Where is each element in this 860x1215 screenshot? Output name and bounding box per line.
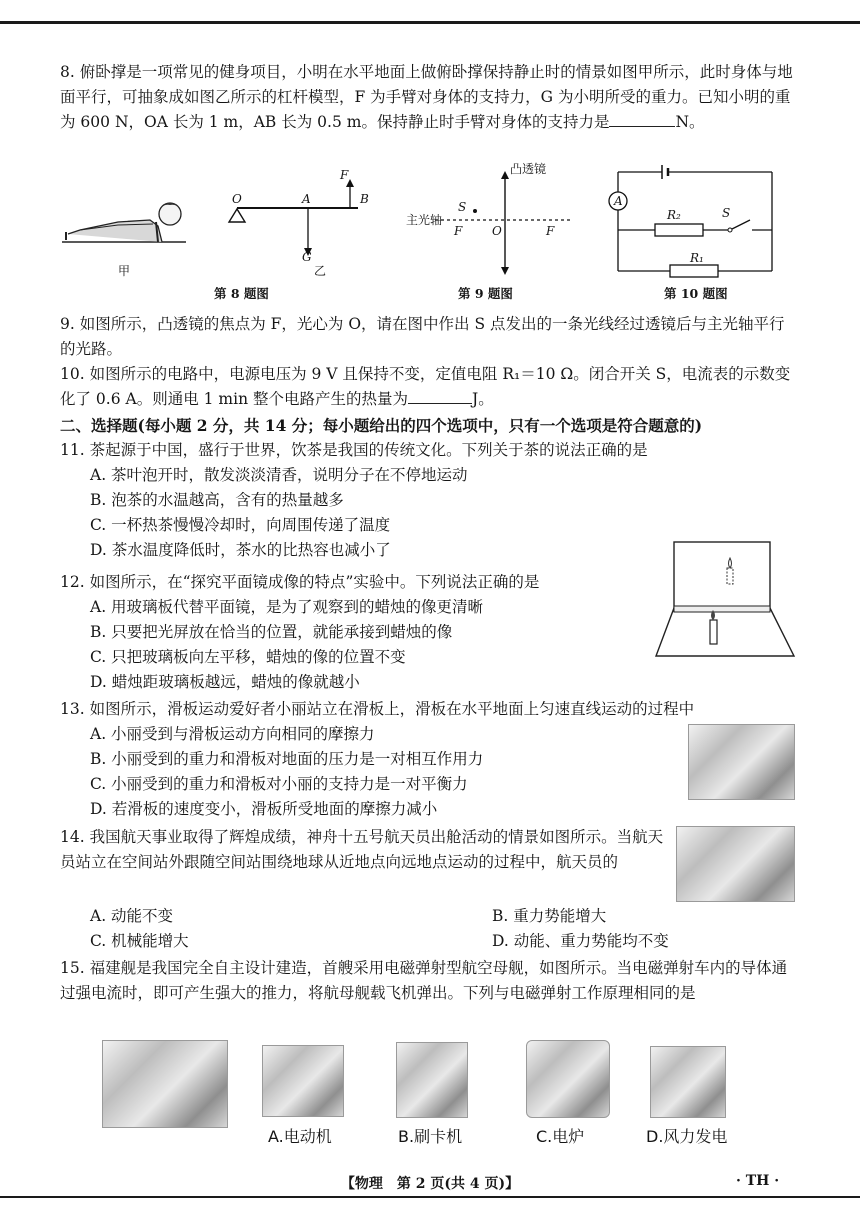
question-13-option-b[interactable]: B. 小丽受到的重力和滑板对地面的压力是一对相互作用力 bbox=[90, 750, 484, 768]
ammeter-label: A bbox=[614, 194, 623, 208]
answer-blank-8[interactable] bbox=[609, 112, 675, 127]
electric-motor-image bbox=[262, 1045, 344, 1117]
r1-label: R₁ bbox=[690, 251, 704, 265]
point-B-label: B bbox=[360, 192, 369, 206]
point-A-label: A bbox=[302, 192, 311, 206]
label-yi: 乙 bbox=[314, 264, 327, 278]
question-12-option-a[interactable]: A. 用玻璃板代替平面镜，是为了观察到的蜡烛的像更清晰 bbox=[90, 598, 484, 616]
electric-stove-image bbox=[526, 1040, 610, 1118]
question-14-option-b[interactable]: B. 重力势能增大 bbox=[492, 907, 607, 925]
footer-mark: · TH · bbox=[736, 1173, 780, 1189]
question-8-unit: N。 bbox=[675, 113, 705, 131]
aircraft-carrier-photo bbox=[102, 1040, 228, 1128]
astronaut-spacewalk-photo bbox=[676, 826, 795, 902]
optical-center-O-label: O bbox=[492, 224, 502, 238]
top-rule bbox=[0, 21, 860, 24]
option-b-card-reader[interactable]: B.刷卡机 bbox=[398, 1127, 463, 1146]
question-10 bbox=[60, 362, 795, 412]
question-11-option-b[interactable]: B. 泡茶的水温越高，含有的热量越多 bbox=[90, 491, 344, 509]
card-reader-image bbox=[396, 1042, 468, 1118]
question-12-option-d[interactable]: D. 蜡烛距玻璃板越远，蜡烛的像就越小 bbox=[90, 673, 360, 691]
option-d-wind-power[interactable]: D.风力发电 bbox=[646, 1127, 728, 1146]
focus-F1-label: F bbox=[454, 224, 463, 238]
page-footer: 【物理 第 2 页(共 4 页)】 bbox=[340, 1176, 520, 1192]
question-14-option-c[interactable]: C. 机械能增大 bbox=[90, 932, 189, 950]
question-14-option-d[interactable]: D. 动能、重力势能均不变 bbox=[492, 932, 669, 950]
question-14 bbox=[60, 825, 670, 875]
question-11-option-d[interactable]: D. 茶水温度降低时，茶水的比热容也减小了 bbox=[90, 541, 391, 559]
question-11-stem: 11. 茶起源于中国，盛行于世界，饮茶是我国的传统文化。下列关于茶的说法正确的是 bbox=[60, 441, 648, 459]
point-S-label: S bbox=[458, 200, 467, 214]
wind-turbine-image bbox=[650, 1046, 726, 1118]
pushup-figure bbox=[58, 192, 188, 252]
question-12-option-c[interactable]: C. 只把玻璃板向左平移，蜡烛的像的位置不变 bbox=[90, 648, 406, 666]
question-13-stem: 13. 如图所示，滑板运动爱好者小丽站立在滑板上，滑板在水平地面上匀速直线运动的过程中 bbox=[60, 700, 695, 718]
section-2-heading: 二、选择题(每小题 2 分，共 14 分；每小题给出的四个选项中，只有一个选项是符合题意的) bbox=[60, 416, 703, 435]
question-15 bbox=[60, 956, 795, 1006]
r2-label: R₂ bbox=[667, 208, 681, 222]
question-13 bbox=[60, 697, 795, 822]
point-O-label: O bbox=[232, 192, 242, 206]
question-14-stem: 14. 我国航天事业取得了辉煌成绩，神舟十五号航天员出舱活动的情景如图所示。当航天员站立在空间站外跟随空间站围绕地球从近地点向远地点运动的过程中，航天员的 bbox=[60, 828, 664, 871]
question-14-option-a[interactable]: A. 动能不变 bbox=[90, 907, 174, 925]
lens-label: 凸透镜 bbox=[510, 162, 547, 176]
fig9-caption: 第 9 题图 bbox=[458, 286, 513, 301]
focus-F2-label: F bbox=[546, 224, 555, 238]
bottom-rule bbox=[0, 1196, 860, 1198]
fig10-caption: 第 10 题图 bbox=[664, 286, 728, 301]
question-13-option-a[interactable]: A. 小丽受到与滑板运动方向相同的摩擦力 bbox=[90, 725, 375, 743]
question-8 bbox=[60, 60, 795, 135]
question-11-option-c[interactable]: C. 一杯热茶慢慢冷却时，向周围传递了温度 bbox=[90, 516, 391, 534]
question-8-text: 8. 俯卧撑是一项常见的健身项目，小明在水平地面上做俯卧撑保持静止时的情景如图甲所示，此时身体与地面平行，可抽象成如图乙所示的杠杆模型，F 为手臂对身体的支持力，G 为小明所受的重力。已知小明的重为 600 N，OA 长为 1 m，AB 长为 0.5 m。保持静止时手臂对身体的支持力是 bbox=[60, 63, 793, 131]
label-jia: 甲 bbox=[118, 264, 131, 278]
fig8-caption: 第 8 题图 bbox=[214, 286, 269, 301]
question-9 bbox=[60, 312, 795, 362]
switch-label: S bbox=[722, 206, 731, 220]
answer-blank-10[interactable] bbox=[408, 389, 472, 404]
force-G-label: G bbox=[302, 250, 312, 264]
option-c-electric-stove[interactable]: C.电炉 bbox=[536, 1127, 585, 1146]
question-12-option-b[interactable]: B. 只要把光屏放在恰当的位置，就能承接到蜡烛的像 bbox=[90, 623, 453, 641]
question-11-option-a[interactable]: A. 茶叶泡开时，散发淡淡清香，说明分子在不停地运动 bbox=[90, 466, 468, 484]
question-10-text: 10. 如图所示的电路中，电源电压为 9 V 且保持不变，定值电阻 R₁＝10 Ω。闭合开关 S，电流表的示数变化了 0.6 A。则通电 1 min 整个电路产生的热量为 bbox=[60, 365, 791, 408]
question-10-unit: J。 bbox=[471, 390, 494, 408]
question-12-stem: 12. 如图所示，在“探究平面镜成像的特点”实验中。下列说法正确的是 bbox=[60, 573, 540, 591]
skateboard-photo bbox=[688, 724, 795, 800]
principal-axis-label: 主光轴 bbox=[406, 213, 443, 227]
force-F-label: F bbox=[340, 168, 349, 182]
question-13-option-c[interactable]: C. 小丽受到的重力和滑板对小丽的支持力是一对平衡力 bbox=[90, 775, 468, 793]
question-12 bbox=[60, 570, 795, 695]
question-15-stem: 15. 福建舰是我国完全自主设计建造，首艘采用电磁弹射型航空母舰，如图所示。当电磁弹射车内的导体通过强电流时，即可产生强大的推力，将航母舰载飞机弹出。下列与电磁弹射工作原理相同的是 bbox=[60, 959, 788, 1002]
question-9-text: 9. 如图所示，凸透镜的焦点为 F，光心为 O，请在图中作出 S 点发出的一条光线经过透镜后与主光轴平行的光路。 bbox=[60, 315, 785, 358]
option-a-motor[interactable]: A.电动机 bbox=[268, 1127, 332, 1146]
question-13-option-d[interactable]: D. 若滑板的速度变小，滑板所受地面的摩擦力减小 bbox=[90, 800, 438, 818]
